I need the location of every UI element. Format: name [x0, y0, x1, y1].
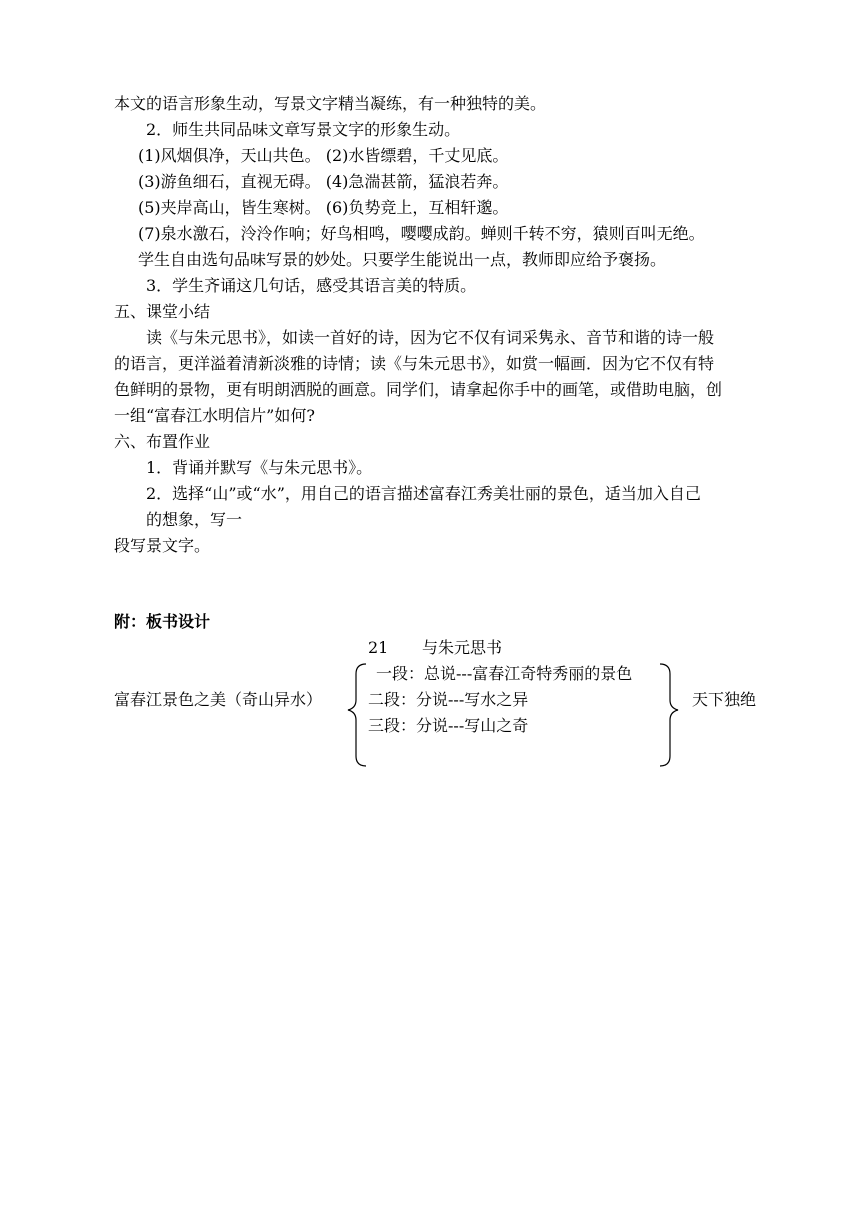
paragraph-line: 学生自由选句品味写景的妙处。只要学生能说出一点，教师即应给予褒扬。	[138, 250, 667, 269]
board-item: 一段：总说---富春江奇特秀丽的景色	[376, 664, 633, 683]
paragraph-line: 1．背诵并默写《与朱元思书》。	[146, 458, 373, 477]
lesson-title: 与朱元思书	[422, 638, 503, 657]
section-heading: 五、课堂小结	[114, 302, 211, 321]
paragraph-line: 读《与朱元思书》，如读一首好的诗，因为它不仅有词采隽永、音节和谐的诗一般	[146, 328, 715, 347]
quote-line: (7)泉水激石，泠泠作响；好鸟相鸣，嘤嘤成韵。蝉则千转不穷，猿则百叫无绝。	[138, 224, 705, 243]
paragraph-line: 本文的语言形象生动，写景文字精当凝练，有一种独特的美。	[114, 94, 547, 113]
paragraph-line: 段写景文字。	[114, 536, 211, 555]
paragraph-line: 3．学生齐诵这几句话，感受其语言美的特质。	[146, 276, 477, 295]
paragraph-line: 2．选择“山”或“水”，用自己的语言描述富春江秀美壮丽的景色，适当加入自己	[146, 484, 701, 503]
quote-line: (3)游鱼细石，直视无碍。 (4)急湍甚箭，猛浪若奔。	[138, 172, 509, 191]
quote-line: (5)夹岸高山，皆生寒树。 (6)负势竞上，互相轩邈。	[138, 198, 509, 217]
board-left-label: 富春江景色之美（奇山异水）	[114, 690, 323, 709]
board-right-label: 天下独绝	[692, 690, 757, 709]
lesson-number: 21	[368, 638, 389, 657]
paragraph-line: 一组“富春江水明信片”如何?	[114, 406, 315, 425]
left-brace	[348, 664, 366, 766]
paragraph-line: 的语言，更洋溢着清新淡雅的诗情；读《与朱元思书》，如赏一幅画．因为它不仅有特	[114, 354, 715, 373]
paragraph-line: 2．师生共同品味文章写景文字的形象生动。	[146, 120, 461, 139]
board-heading: 附：板书设计	[114, 612, 211, 631]
board-item: 二段：分说---写水之异	[368, 690, 529, 709]
board-item: 三段：分说---写山之奇	[368, 716, 529, 735]
section-heading: 六、布置作业	[114, 432, 211, 451]
paragraph-line: 的想象，写一	[146, 510, 243, 529]
quote-line: (1)风烟俱净，天山共色。 (2)水皆缥碧，千丈见底。	[138, 146, 509, 165]
right-brace	[660, 664, 678, 766]
paragraph-line: 色鲜明的景物，更有明朗洒脱的画意。同学们，请拿起你手中的画笔，或借助电脑，创	[114, 380, 723, 399]
